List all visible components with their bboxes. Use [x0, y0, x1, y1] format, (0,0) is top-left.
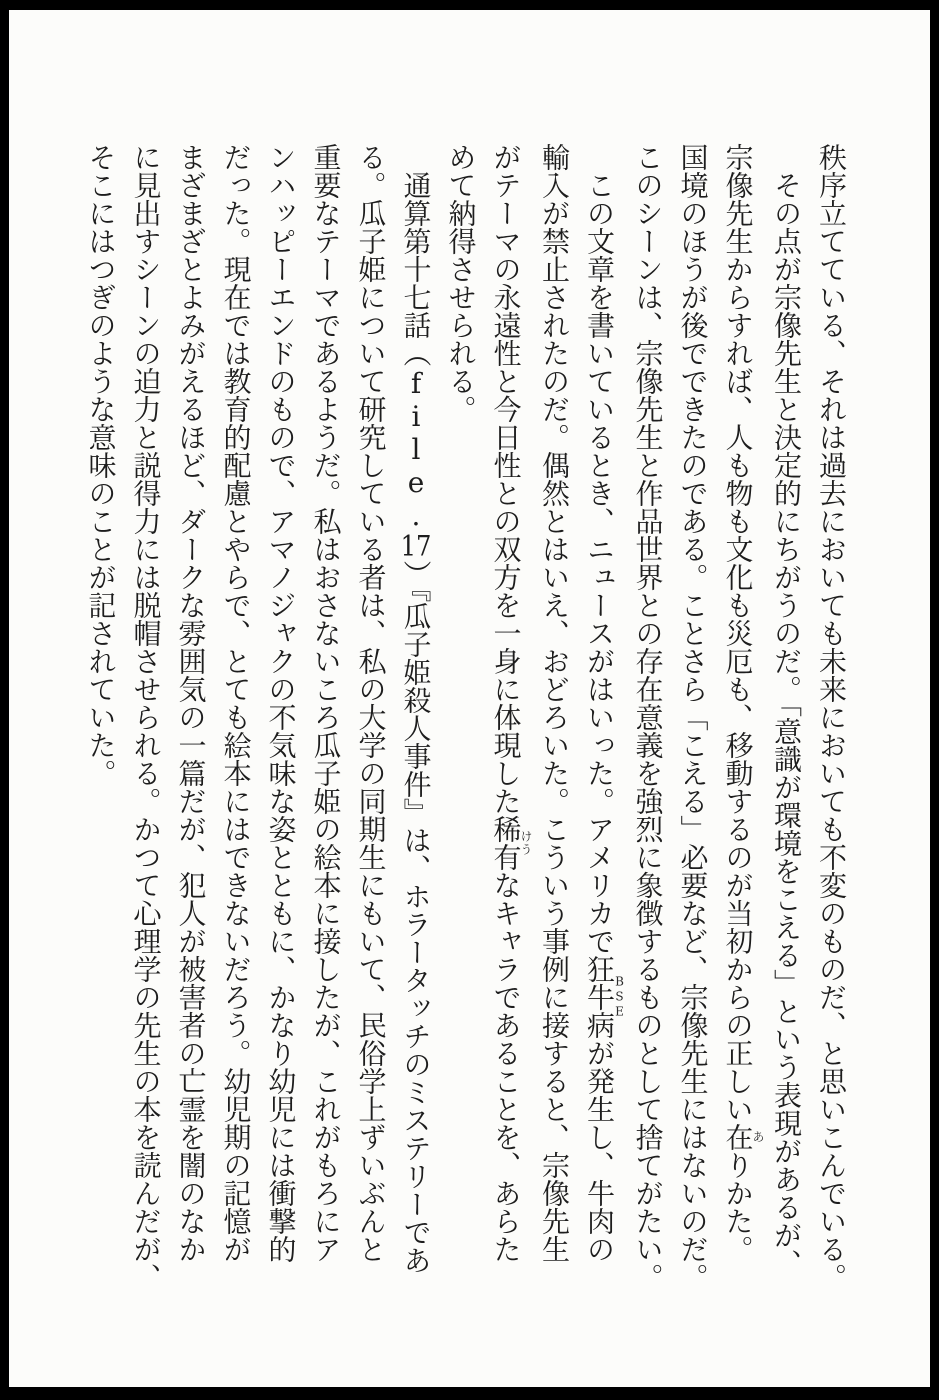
- text-line: このシーンは、宗像先生と作品世界との存在意義を強烈に象徴するものとして捨てがたい。: [631, 143, 665, 1291]
- text-line: る。瓜子姫について研究している者は、私の大学の同期生にもいて、民俗学上ずいぶんと: [354, 143, 388, 1263]
- text-line: 輸入が禁止されたのだ。偶然とはいえ、おどろいた。こういう事例に接すると、宗像先生: [538, 143, 571, 1263]
- ruby-annotation: 在あ: [721, 1123, 765, 1151]
- furigana: BSE: [612, 955, 627, 1039]
- text-line: そこにはつぎのような意味のことが記されていた。: [84, 143, 118, 787]
- text-line: 秩序立てている、それは過去においても未来においても不変のものだ、と思いこんでいる。: [815, 143, 848, 1291]
- text-line: まざまざとよみがえるほど、ダークな雰囲気の一篇だが、犯人が被害者の亡霊を闇のなか: [174, 143, 208, 1263]
- ruby-annotation: 稀有けう: [489, 815, 533, 871]
- ruby-annotation: 狂牛病BSE: [583, 955, 627, 1039]
- book-page: [9, 10, 930, 1387]
- text-line: 国境のほうが後でできたのである。ことさら「こえる」必要など、宗像先生にはないのだ。: [676, 143, 710, 1291]
- tatechuyoko-number: 17: [400, 532, 432, 560]
- furigana: けう: [519, 815, 533, 871]
- text-line: だった。現在では教育的配慮とやらで、とても絵本にはできないだろう。幼児期の記憶が: [219, 143, 253, 1263]
- text-line: その点が宗像先生と決定的にちがうのだ。「意識が環境をこえる」という表現があるが、: [770, 171, 803, 1277]
- text-line: 重要なテーマであるようだ。私はおさないころ瓜子姫の絵本に接したが、これがもろにア: [309, 143, 343, 1263]
- text-line: に見出すシーンの迫力と説得力には脱帽させられる。かつて心理学の先生の本を読んだが、: [129, 143, 163, 1291]
- text-line: この文章を書いているとき、ニュースがはいった。アメリカで狂牛病BSEが発生し、牛肉の: [583, 171, 627, 1263]
- upright-latin: file.: [399, 367, 433, 532]
- text-line: ンハッピーエンドのもので、アマノジャクの不気味な姿とともに、かなり幼児には衝撃的: [264, 143, 298, 1263]
- furigana: あ: [751, 1123, 765, 1151]
- text-line: がテーマの永遠性と今日性との双方を一身に体現した稀有けうなキャラであることを、あらた: [489, 143, 533, 1263]
- text-block: [79, 143, 855, 1309]
- text-line: 宗像先生からすれば、人も物も文化も災厄も、移動するのが当初からの正しい在ありかた。: [721, 143, 765, 1263]
- text-line: 通算第十七話（file.17）『瓜子姫殺人事件』は、ホラータッチのミステリーであ: [399, 171, 433, 1274]
- text-line: めて納得させられる。: [444, 143, 478, 423]
